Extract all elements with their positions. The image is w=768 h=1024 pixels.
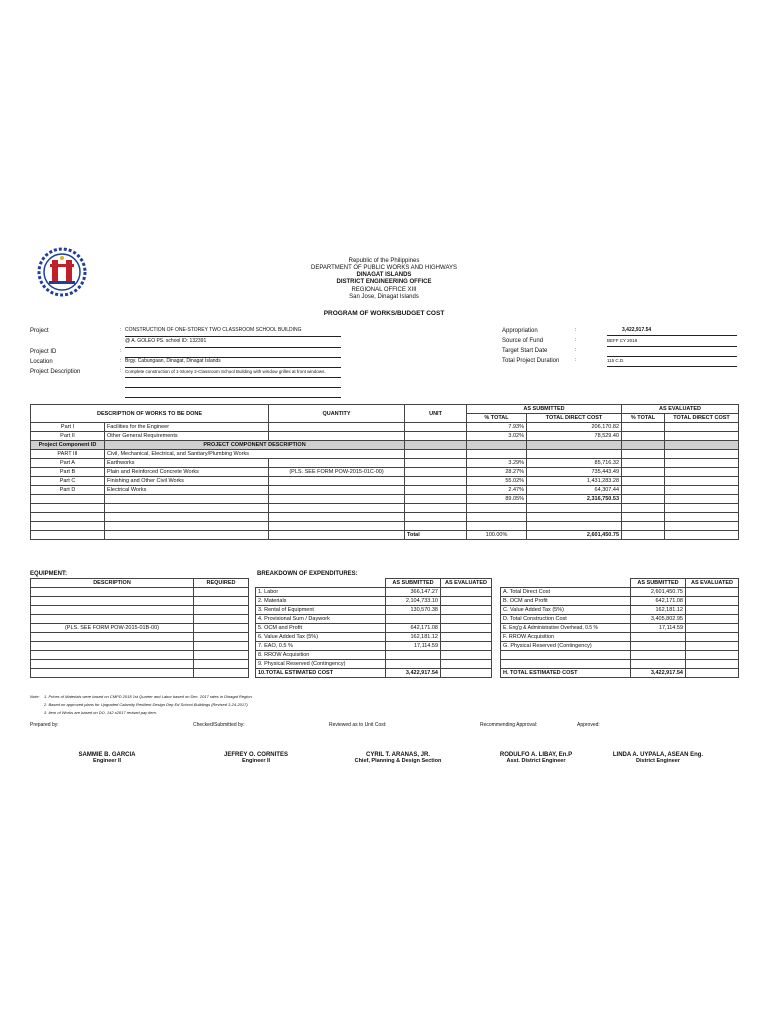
header-republic: Republic of the Philippines (348, 258, 420, 264)
signatory-name: SAMMIE B. GARCIA (78, 752, 136, 758)
table-row: 9. Physical Reserved (Contingency) (256, 660, 492, 669)
table-row: E. Eng'g & Administrative Overhead, 0.5 % 17,114.59 (501, 624, 739, 633)
equipment-title: EQUIPMENT: (30, 571, 68, 577)
header-province: DINAGAT ISLANDS (356, 272, 412, 278)
breakdown-right-table: AS SUBMITTED AS EVALUATED A. Total Direct Cost 2,601,450.75 B. OCM and Profit 642,171.08 C. Value Added Tax (5%) 162,181.12 D. Total Construction Cost 3,405,802.95 E. Eng'g & Administrative Overhead, 0.5 % 17,114.59 F. RROW Acquisition G. Physical Reserved (Contingency) H. TOTAL ESTIMATED COST 3,422,917.54 (500, 578, 739, 678)
equipment-note: (PLS. SEE FORM POW-2015-01B-00) (31, 624, 194, 633)
table-row (501, 660, 739, 669)
table-row: Part A Earthworks 3.29% 85,716.32 (31, 459, 739, 468)
note-2: 2. Based on approved plans for Upgraded Calamity Resilient Design Dep Ed School Buildings (Revised 3-24-2017) (44, 702, 248, 707)
role-prepared-by: Prepared by: (30, 722, 59, 728)
table-row: Part I Facilities for the Engineer 7.93% 206,170.82 (31, 423, 739, 432)
header-department: DEPARTMENT OF PUBLIC WORKS AND HIGHWAYS (310, 265, 458, 271)
value-target-start-date (607, 347, 737, 357)
role-reviewed-by: Reviewed as to Unit Cost: (329, 722, 387, 728)
role-checked-by: Checked/Submitted by: (193, 722, 245, 728)
signatory-2 (196, 752, 316, 764)
col-required: REQUIRED (194, 579, 249, 588)
table-row: Part II Other General Requirements 3.02% 78,529.40 (31, 432, 739, 441)
label-appropriation: Appropriation (502, 328, 538, 334)
signatory-title: Engineer II (241, 758, 271, 764)
role-recommending-approval: Recommending Approval: (480, 722, 538, 728)
col-pct-total-eval: % TOTAL (622, 414, 665, 423)
table-row: 2. Materials 2,104,733.10 (256, 597, 492, 606)
header-office: DISTRICT ENGINEERING OFFICE (336, 279, 432, 285)
signatory-name: JEFREY O. CORNITES (224, 752, 288, 758)
table-row: Part C Finishing and Other Civil Works 55.02% 1,431,283.28 (31, 477, 739, 486)
blank-line (125, 378, 341, 388)
signatory-name: LINDA A. UYPALA, ASEAN Eng. (612, 752, 704, 758)
table-row: C. Value Added Tax (5%) 162,181.12 (501, 606, 739, 615)
table-row: A. Total Direct Cost 2,601,450.75 (501, 588, 739, 597)
table-row: 3. Rental of Equipment 130,570.38 (256, 606, 492, 615)
breakdown-title: BREAKDOWN OF EXPENDITURES: (257, 571, 358, 577)
label-project-id: Project ID (30, 349, 57, 355)
label-project: Project (30, 328, 49, 334)
table-row: Part D Electrical Works 2.47% 64,307.44 (31, 486, 739, 495)
table-row: 5. OCM and Profit 642,171.08 (256, 624, 492, 633)
col-pct-total: % TOTAL (467, 414, 527, 423)
col-as-evaluated: AS EVALUATED (622, 405, 739, 414)
document-title: PROGRAM OF WORKS/BUDGET COST (323, 310, 445, 317)
table-row: Part B Plain and Reinforced Concrete Works (PLS. SEE FORM POW-2015-01C-00) 28.27% 735,443.49 (31, 468, 739, 477)
col-total-direct-cost-eval: TOTAL DIRECT COST (665, 414, 739, 423)
signatory-title: District Engineer (635, 758, 680, 764)
notes-label: Note: (30, 694, 40, 699)
label-target-start-date: Target Start Date (502, 348, 548, 354)
label-project-description: Project Description (30, 369, 81, 375)
table-row: D. Total Construction Cost 3,405,802.95 (501, 615, 739, 624)
note-1: 1. Prices of Materials were based on CMPD 2018 1st Quarter and Labor based on Dec. 2017 rates in Dinagat Region. (44, 694, 253, 699)
table-row: 6. Value Added Tax (5%) 162,181.12 (256, 633, 492, 642)
value-project-description: Complete construction of 1-Storey 2-Classroom School Building with window grilles at front windows. (125, 368, 341, 378)
table-row: B. OCM and Profit 642,171.08 (501, 597, 739, 606)
value-source-of-fund: BEFF CY 2018 (607, 337, 737, 347)
component-header-row: Project Component ID PROJECT COMPONENT DESCRIPTION (31, 441, 739, 450)
col-quantity: QUANTITY (269, 405, 405, 423)
signatory-1 (57, 752, 157, 764)
label-source-of-fund: Source of Fund (502, 338, 544, 344)
signatory-5 (588, 752, 728, 764)
header-address: San Jose, Dinagat Islands (349, 294, 419, 300)
signatory-name: CYRIL T. ARANAS, JR. (365, 752, 430, 758)
table-row (501, 651, 739, 660)
value-total-project-duration: 115 C.D. (607, 357, 737, 367)
col-equipment-description: DESCRIPTION (31, 579, 194, 588)
table-row: G. Physical Reserved (Contingency) (501, 642, 739, 651)
value-appropriation: 3,422,917.54 (607, 327, 737, 336)
role-approved: Approved: (577, 722, 600, 728)
value-project: CONSTRUCTION OF ONE-STOREY TWO CLASSROOM SCHOOL BUILDING (125, 327, 341, 337)
value-project-id (125, 348, 341, 358)
equipment-table (30, 578, 249, 678)
total-row: Total 100.00% 2,601,450.75 (31, 531, 739, 540)
signatory-4 (476, 752, 596, 764)
col-total-direct-cost: TOTAL DIRECT COST (527, 414, 622, 423)
table-row: PART III Civil, Mechanical, Electrical, and Sanitary/Plumbing Works (31, 450, 739, 459)
table-row: 8. RROW Acquisition (256, 651, 492, 660)
signatory-title: Asst. District Engineer (506, 758, 566, 764)
subtotal-row: 89.05% 2,316,750.53 (31, 495, 739, 504)
value-project-line2: @ A. GOLEO PS. school ID: 132391 (125, 338, 341, 348)
table-row: 7. EAO, 0.5 % 17,114.59 (256, 642, 492, 651)
signatory-3 (338, 752, 458, 764)
col-description-of-works: DESCRIPTION OF WORKS TO BE DONE (31, 405, 269, 423)
label-total-project-duration: Total Project Duration (502, 358, 560, 364)
total-row: 10.TOTAL ESTIMATED COST 3,422,917.54 (256, 669, 492, 678)
table-row: F. RROW Acquisition (501, 633, 739, 642)
col-unit: UNIT (405, 405, 467, 423)
table-row: 1. Labor 366,147.27 (256, 588, 492, 597)
note-3: 3. Item of Works are based on DO. 142 s2017 revised pay item. (44, 710, 157, 715)
total-row: H. TOTAL ESTIMATED COST 3,422,917.54 (501, 669, 739, 678)
signatory-title: Chief, Planning & Design Section (354, 758, 442, 764)
works-table (30, 404, 739, 540)
value-location: Brgy. Cabungaan, Dinagat, Dinagat Islands (125, 358, 341, 368)
signatory-name: RODULFO A. LIBAY, En.P (499, 752, 573, 758)
signatory-title: Engineer II (92, 758, 122, 764)
header-region: REGIONAL OFFICE XIII (351, 287, 417, 293)
breakdown-left-table: AS SUBMITTED AS EVALUATED 1. Labor 366,147.27 2. Materials 2,104,733.10 3. Rental of Equipment 130,570.38 4. Provisional Sum / Daywork 5. OCM and Profit 642,171.08 6. Value Added Tax (5%) 162,181.12 7. EAO, 0.5 % 17,114.59 8. RROW Acquisition 9. Physical Reserved (Contingency) 10.TOTAL ESTIMATED COST 3,422,917.54 (255, 578, 492, 678)
label-location: Location (30, 359, 53, 365)
table-row: 4. Provisional Sum / Daywork (256, 615, 492, 624)
blank-line (125, 388, 341, 398)
col-as-submitted: AS SUBMITTED (467, 405, 622, 414)
